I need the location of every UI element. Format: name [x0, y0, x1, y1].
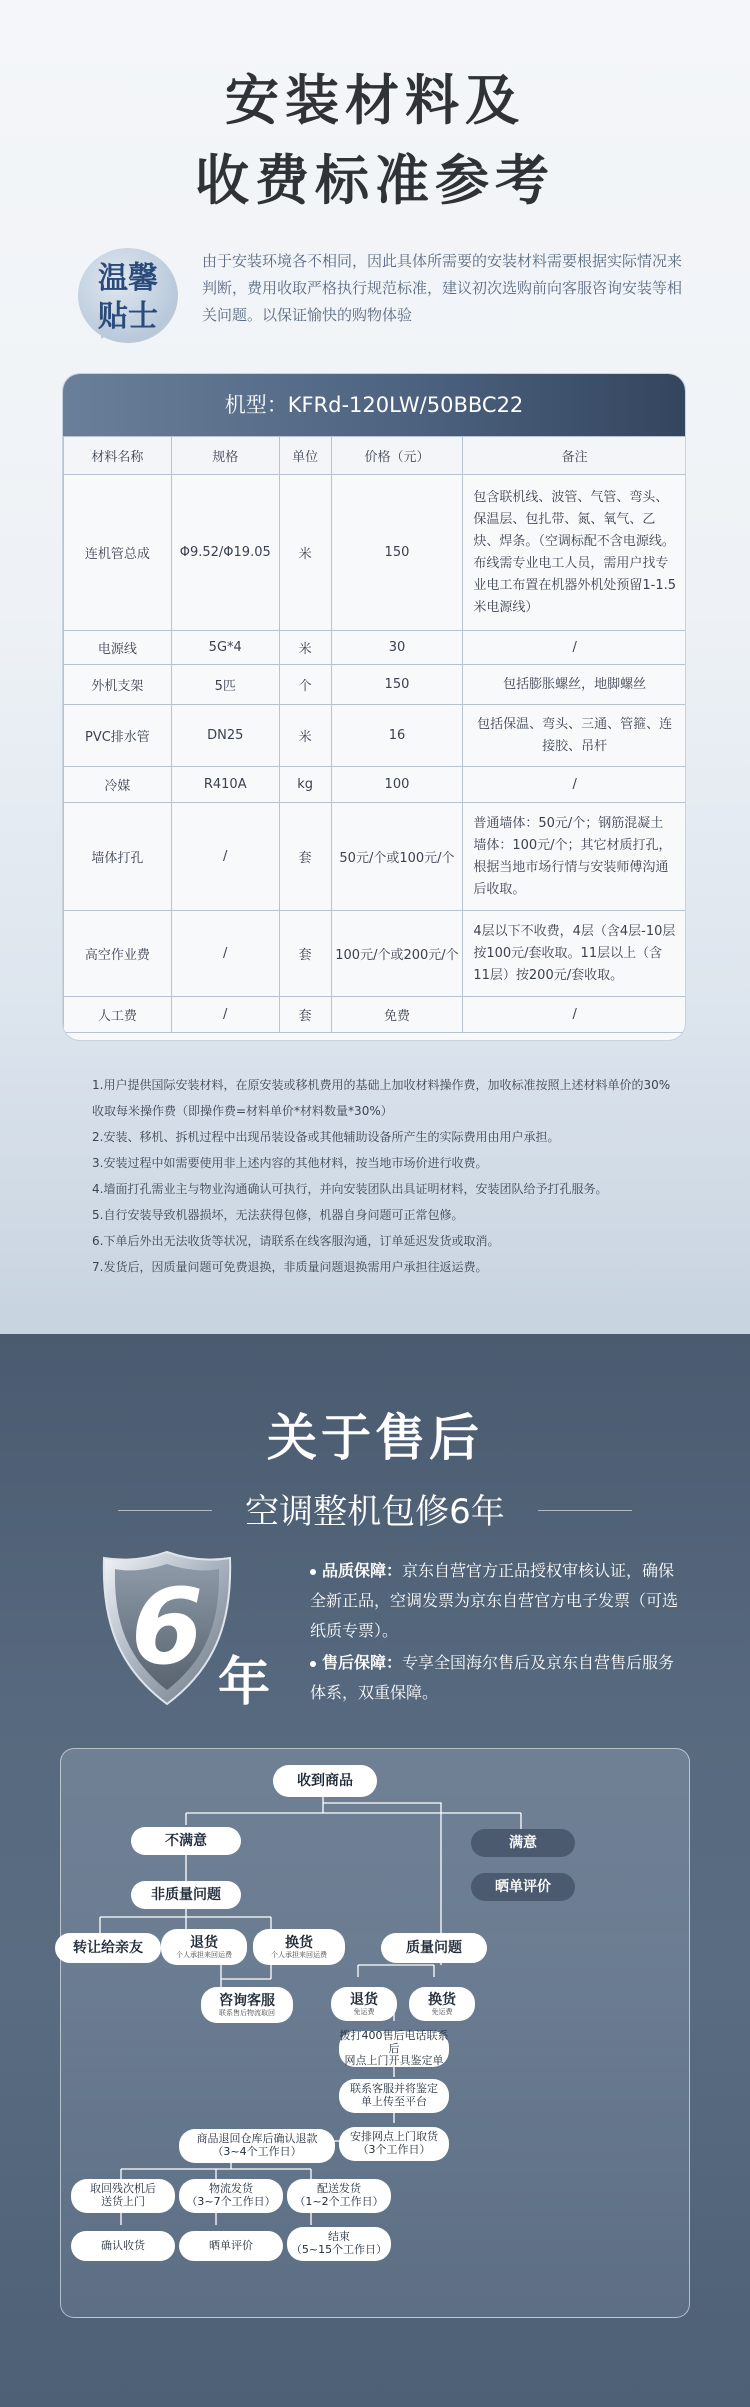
- cell-remark: 4层以下不收费，4层（含4层-10层按100元/套收取。11层以上（含11层）按200元/套收取。: [463, 911, 686, 997]
- node-return-quality-label: 退货: [350, 1991, 378, 2008]
- cell-spec: /: [171, 997, 279, 1033]
- notes-list: [92, 1072, 672, 1280]
- tip-badge-text: 温馨 贴士: [98, 261, 158, 334]
- table-row: [64, 705, 687, 767]
- note-item: 7.发货后，因质量问题可免费退换，非质量问题退换需用户承担往返运费。: [92, 1260, 488, 1274]
- cell-spec: /: [171, 911, 279, 997]
- node-contact-cs: 联系客服并将鉴定 单上传至平台: [339, 2079, 449, 2113]
- node-unsatisfied: 不满意: [131, 1827, 241, 1855]
- model-header: 机型：KFRd-120LW/50BBC22: [63, 374, 685, 436]
- col-header-spec: 规格: [171, 437, 279, 475]
- node-consult-sub: 联系售后物流取回: [219, 2009, 275, 2018]
- price-table-card: [62, 373, 686, 1041]
- col-header-material: 材料名称: [64, 437, 172, 475]
- node-return-quality: [331, 1987, 397, 2021]
- node-call-400: 拨打400售后电话联系后 网点上门开具鉴定单: [339, 2029, 449, 2068]
- table-row: [64, 911, 687, 997]
- bullet-icon: [310, 1569, 316, 1575]
- cell-unit: 个: [279, 665, 331, 705]
- node-return-quality-sub: 免运费: [353, 2008, 375, 2017]
- cell-price: 免费: [331, 997, 463, 1033]
- node-exchange-quality-sub: 免运费: [431, 2008, 453, 2017]
- after-sales-bullets: [310, 1556, 680, 1710]
- note-item: 1.用户提供国际安装材料，在原安装或移机费用的基础上加收材料操作费，加收标准按照上述材料单价的30%收取每米操作费（即操作费=材料单价*材料数量*30%）: [92, 1078, 671, 1118]
- cell-spec: DN25: [171, 705, 279, 767]
- node-exchange-nonquality: [253, 1929, 345, 1965]
- node-cancel-intercept: 取回残次机后 送货上门: [71, 2179, 175, 2213]
- node-end: 结束 （5~15个工作日）: [287, 2227, 391, 2261]
- warranty-subtitle: 空调整机包修6年: [245, 1492, 505, 1532]
- node-review-top: 晒单评价: [471, 1873, 575, 1901]
- node-return-nonquality: [161, 1929, 247, 1965]
- shield-icon: [100, 1548, 234, 1708]
- node-non-quality: 非质量问题: [131, 1881, 241, 1909]
- node-confirm-receipt: 确认收货: [71, 2231, 175, 2261]
- cell-price: 100元/个或200元/个: [331, 911, 463, 997]
- table-row: [64, 997, 687, 1033]
- cell-price: 30: [331, 631, 463, 665]
- node-ship: 配送发货 （1~2个工作日）: [287, 2179, 391, 2213]
- service-text: 专享全国海尔售后及京东自营售后服务体系，双重保障。: [310, 1653, 675, 1702]
- cell-unit: kg: [279, 767, 331, 803]
- after-sales-flowchart: [60, 1748, 690, 2318]
- cell-material: 连机管总成: [64, 475, 172, 631]
- node-return-nonquality-sub: 个人承担来回运费: [176, 1951, 232, 1960]
- cell-unit: 套: [279, 997, 331, 1033]
- cell-remark: 包括膨胀螺丝，地脚螺丝: [463, 665, 686, 705]
- cell-unit: 米: [279, 475, 331, 631]
- table-row: [64, 767, 687, 803]
- node-warehouse-refund: 商品退回仓库后确认退款 （3~4个工作日）: [179, 2129, 335, 2163]
- cell-remark: /: [463, 997, 686, 1033]
- node-transfer: 转让给亲友: [55, 1933, 161, 1963]
- cell-price: 150: [331, 475, 463, 631]
- service-label: 售后保障：: [322, 1653, 403, 1672]
- cell-material: 墙体打孔: [64, 803, 172, 911]
- divider-right: [538, 1510, 632, 1511]
- bullet-icon: [310, 1661, 316, 1667]
- cell-remark: 普通墙体：50元/个；钢筋混凝土墙体：100元/个；其它材质打孔，根据当地市场行情与安装师傅沟通后收取。: [463, 803, 686, 911]
- table-row: [64, 803, 687, 911]
- after-sales-title: 关于售后: [267, 1409, 483, 1467]
- node-quality: 质量问题: [381, 1933, 487, 1963]
- cell-material: 人工费: [64, 997, 172, 1033]
- year-label: 年: [218, 1653, 271, 1713]
- table-header-row: [64, 437, 687, 475]
- node-consult: [201, 1987, 293, 2023]
- col-header-unit: 单位: [279, 437, 331, 475]
- cell-price: 50元/个或100元/个: [331, 803, 463, 911]
- note-item: 6.下单后外出无法收货等状况，请联系在线客服沟通，订单延迟发货或取消。: [92, 1234, 500, 1248]
- table-row: [64, 665, 687, 705]
- cell-unit: 套: [279, 911, 331, 997]
- shield-digit: 6: [130, 1566, 204, 1688]
- cell-material: 电源线: [64, 631, 172, 665]
- table-row: [64, 631, 687, 665]
- cell-remark: 包含联机线、波管、气管、弯头、保温层、包扎带、氮、氧气、乙炔、焊条。（空调标配不含电源线。布线需专业电工人员，需用户找专业电工布置在机器外机处预留1-1.5米电源线）: [463, 475, 686, 631]
- node-return-nonquality-label: 退货: [190, 1934, 218, 1951]
- cell-unit: 米: [279, 705, 331, 767]
- cell-material: 冷媒: [64, 767, 172, 803]
- cell-spec: 5匹: [171, 665, 279, 705]
- node-pickup: 安排网点上门取货 （3个工作日）: [339, 2127, 449, 2161]
- cell-material: PVC排水管: [64, 705, 172, 767]
- cell-spec: Φ9.52/Φ19.05: [171, 475, 279, 631]
- node-receive: 收到商品: [273, 1765, 377, 1797]
- cell-spec: /: [171, 803, 279, 911]
- cell-material: 高空作业费: [64, 911, 172, 997]
- node-exchange-quality-label: 换货: [428, 1991, 456, 2008]
- price-table: [63, 436, 686, 1033]
- page-title-line2: 收费标准参考: [195, 149, 555, 212]
- cell-price: 150: [331, 665, 463, 705]
- cell-unit: 米: [279, 631, 331, 665]
- note-item: 3.安装过程中如需要使用非上述内容的其他材料，按当地市场价进行收费。: [92, 1156, 488, 1170]
- service-guarantee: [310, 1648, 680, 1708]
- cell-material: 外机支架: [64, 665, 172, 705]
- col-header-price: 价格（元）: [331, 437, 463, 475]
- cell-remark: 包括保温、弯头、三通、管箍、连接胶、吊杆: [463, 705, 686, 767]
- quality-text: 京东自营官方正品授权审核认证，确保全新正品，空调发票为京东自营官方电子发票（可选纸质专票）。: [310, 1561, 679, 1640]
- cell-price: 16: [331, 705, 463, 767]
- col-header-remark: 备注: [463, 437, 686, 475]
- cell-remark: /: [463, 631, 686, 665]
- tip-text: 由于安装环境各不相同，因此具体所需要的安装材料需要根据实际情况来判断，费用收取严格执行规范标准，建议初次选购前向客服咨询安装等相关问题。以保证愉快的购物体验: [202, 252, 683, 324]
- node-exchange-nonquality-label: 换货: [285, 1934, 313, 1951]
- cell-spec: 5G*4: [171, 631, 279, 665]
- node-review-bottom: 晒单评价: [179, 2231, 283, 2261]
- node-satisfied: 满意: [471, 1829, 575, 1857]
- quality-label: 品质保障：: [322, 1561, 403, 1580]
- page-title-line1: 安装材料及: [225, 69, 525, 132]
- cell-spec: R410A: [171, 767, 279, 803]
- cell-unit: 套: [279, 803, 331, 911]
- note-item: 4.墙面打孔需业主与物业沟通确认可执行，并向安装团队出具证明材料，安装团队给予打孔服务。: [92, 1182, 608, 1196]
- node-consult-label: 咨询客服: [219, 1992, 275, 2009]
- node-exchange-nonquality-sub: 个人承担来回运费: [271, 1951, 327, 1960]
- table-row: [64, 475, 687, 631]
- cell-price: 100: [331, 767, 463, 803]
- note-item: 2.安装、移机、拆机过程中出现吊装设备或其他辅助设备所产生的实际费用由用户承担。: [92, 1130, 560, 1144]
- note-item: 5.自行安装导致机器损坏，无法获得包修，机器自身问题可正常包修。: [92, 1208, 464, 1222]
- cell-remark: /: [463, 767, 686, 803]
- node-logistics: 物流发货 （3~7个工作日）: [179, 2179, 283, 2213]
- node-exchange-quality: [409, 1987, 475, 2021]
- quality-guarantee: [310, 1556, 680, 1646]
